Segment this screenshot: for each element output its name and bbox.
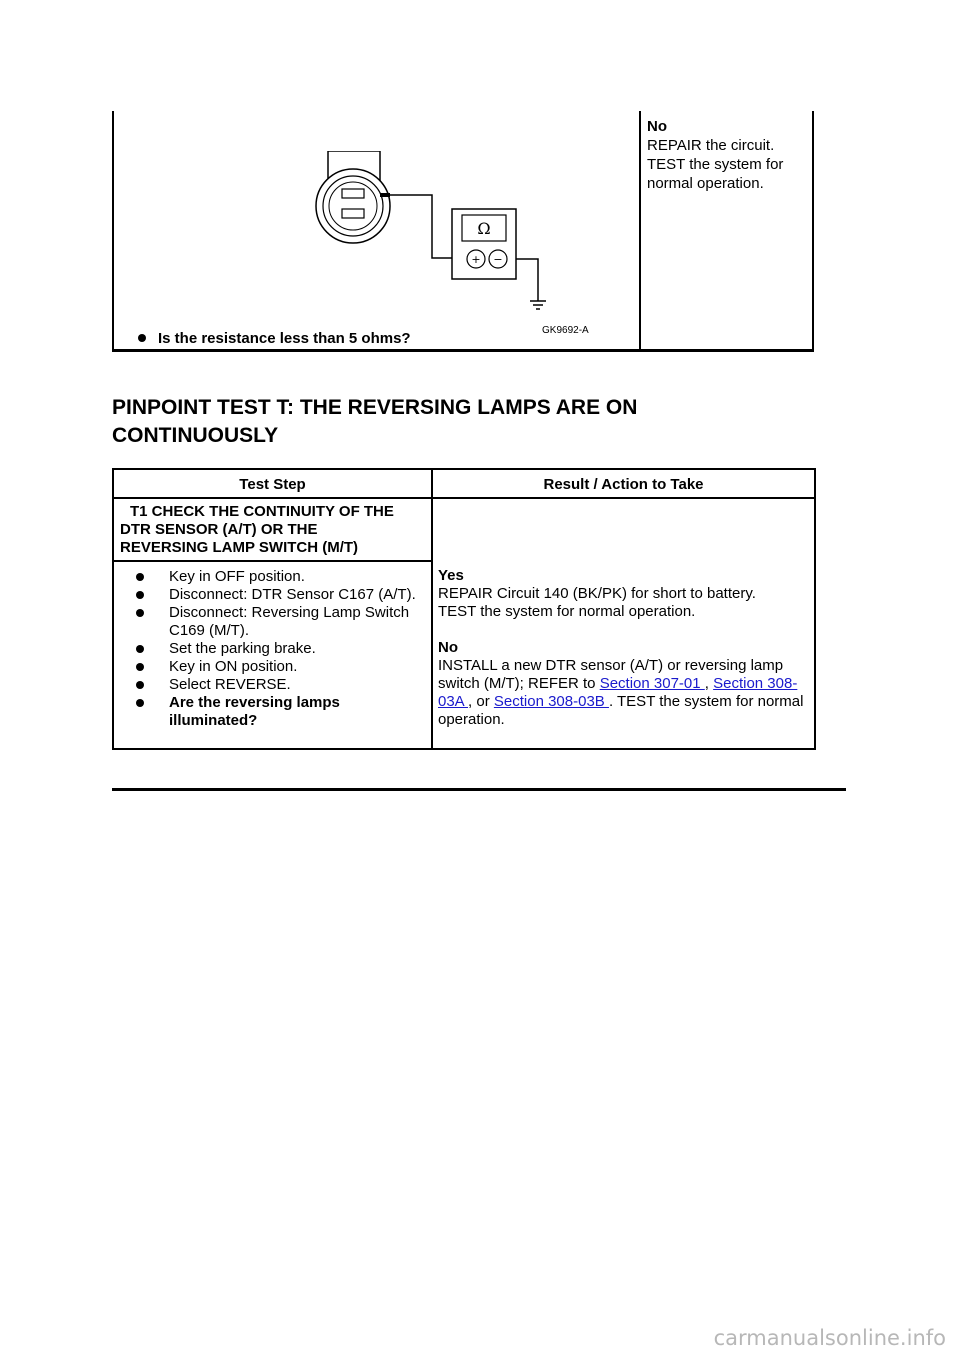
test-lead-positive <box>390 195 452 258</box>
list-item-question: Are the reversing lamps illuminated? <box>136 694 431 730</box>
link-section-307-01[interactable]: Section 307-01 <box>599 675 705 692</box>
no-label: No <box>438 639 458 656</box>
link-section-308-03b[interactable]: Section 308-03B <box>493 693 609 710</box>
header-test-step: Test Step <box>239 476 306 493</box>
link-section-308-03a[interactable]: Section 308-03A <box>438 675 798 710</box>
list-item: Set the parking brake. <box>136 640 431 658</box>
connector-outer-ring <box>316 169 390 243</box>
result-cell <box>438 567 816 729</box>
no-line: TEST the system for <box>647 156 784 173</box>
pinpoint-test-table <box>112 468 816 750</box>
yes-line: TEST the system for normal operation. <box>438 603 696 620</box>
negative-symbol: − <box>493 253 503 266</box>
header-result: Result / Action to Take <box>543 476 704 493</box>
no-action-text: INSTALL a new DTR sensor (A/T) or reversing lamp switch (M/T); REFER to Section 307-01 , Section 308-03A , or Section 308-03B . TEST the system for normal operation. <box>438 657 804 728</box>
table-right-border <box>812 111 814 352</box>
bullet-icon <box>138 334 146 342</box>
table-column-divider <box>431 470 433 748</box>
list-item: Select REVERSE. <box>136 676 431 694</box>
bottom-divider <box>112 788 846 791</box>
page-title: PINPOINT TEST T: THE REVERSING LAMPS ARE ON CONTINUOUSLY <box>112 396 638 447</box>
step-list <box>136 568 431 730</box>
list-item: Disconnect: Reversing Lamp Switch C169 (M/T). <box>136 604 431 640</box>
step-title-divider <box>114 560 431 562</box>
resistance-question: Is the resistance less than 5 ohms? <box>138 330 411 347</box>
no-result-cell <box>647 117 783 193</box>
table-left-border <box>112 111 114 352</box>
positive-symbol: + <box>471 253 481 266</box>
ohm-symbol: Ω <box>477 219 491 238</box>
test-lead-negative <box>516 259 538 301</box>
watermark: carmanualsonline.info <box>713 1326 946 1350</box>
ohmmeter-diagram <box>312 151 612 351</box>
list-item: Disconnect: DTR Sensor C167 (A/T). <box>136 586 431 604</box>
step-title: T1 CHECK THE CONTINUITY OF THE DTR SENSOR (A/T) OR THE REVERSING LAMP SWITCH (M/T) <box>120 503 394 556</box>
test-probe <box>380 193 390 197</box>
yes-label: Yes <box>438 567 464 584</box>
list-item: Key in OFF position. <box>136 568 431 586</box>
list-item: Key in ON position. <box>136 658 431 676</box>
table-column-divider <box>639 111 641 352</box>
no-label: No <box>647 118 667 135</box>
no-line: REPAIR the circuit. <box>647 137 775 154</box>
header-divider <box>114 497 814 499</box>
ground-symbol <box>530 301 546 309</box>
continuation-table <box>112 111 814 352</box>
figure-label: GK9692-A <box>542 325 589 336</box>
yes-line: REPAIR Circuit 140 (BK/PK) for short to battery. <box>438 585 756 602</box>
no-line: normal operation. <box>647 175 764 192</box>
